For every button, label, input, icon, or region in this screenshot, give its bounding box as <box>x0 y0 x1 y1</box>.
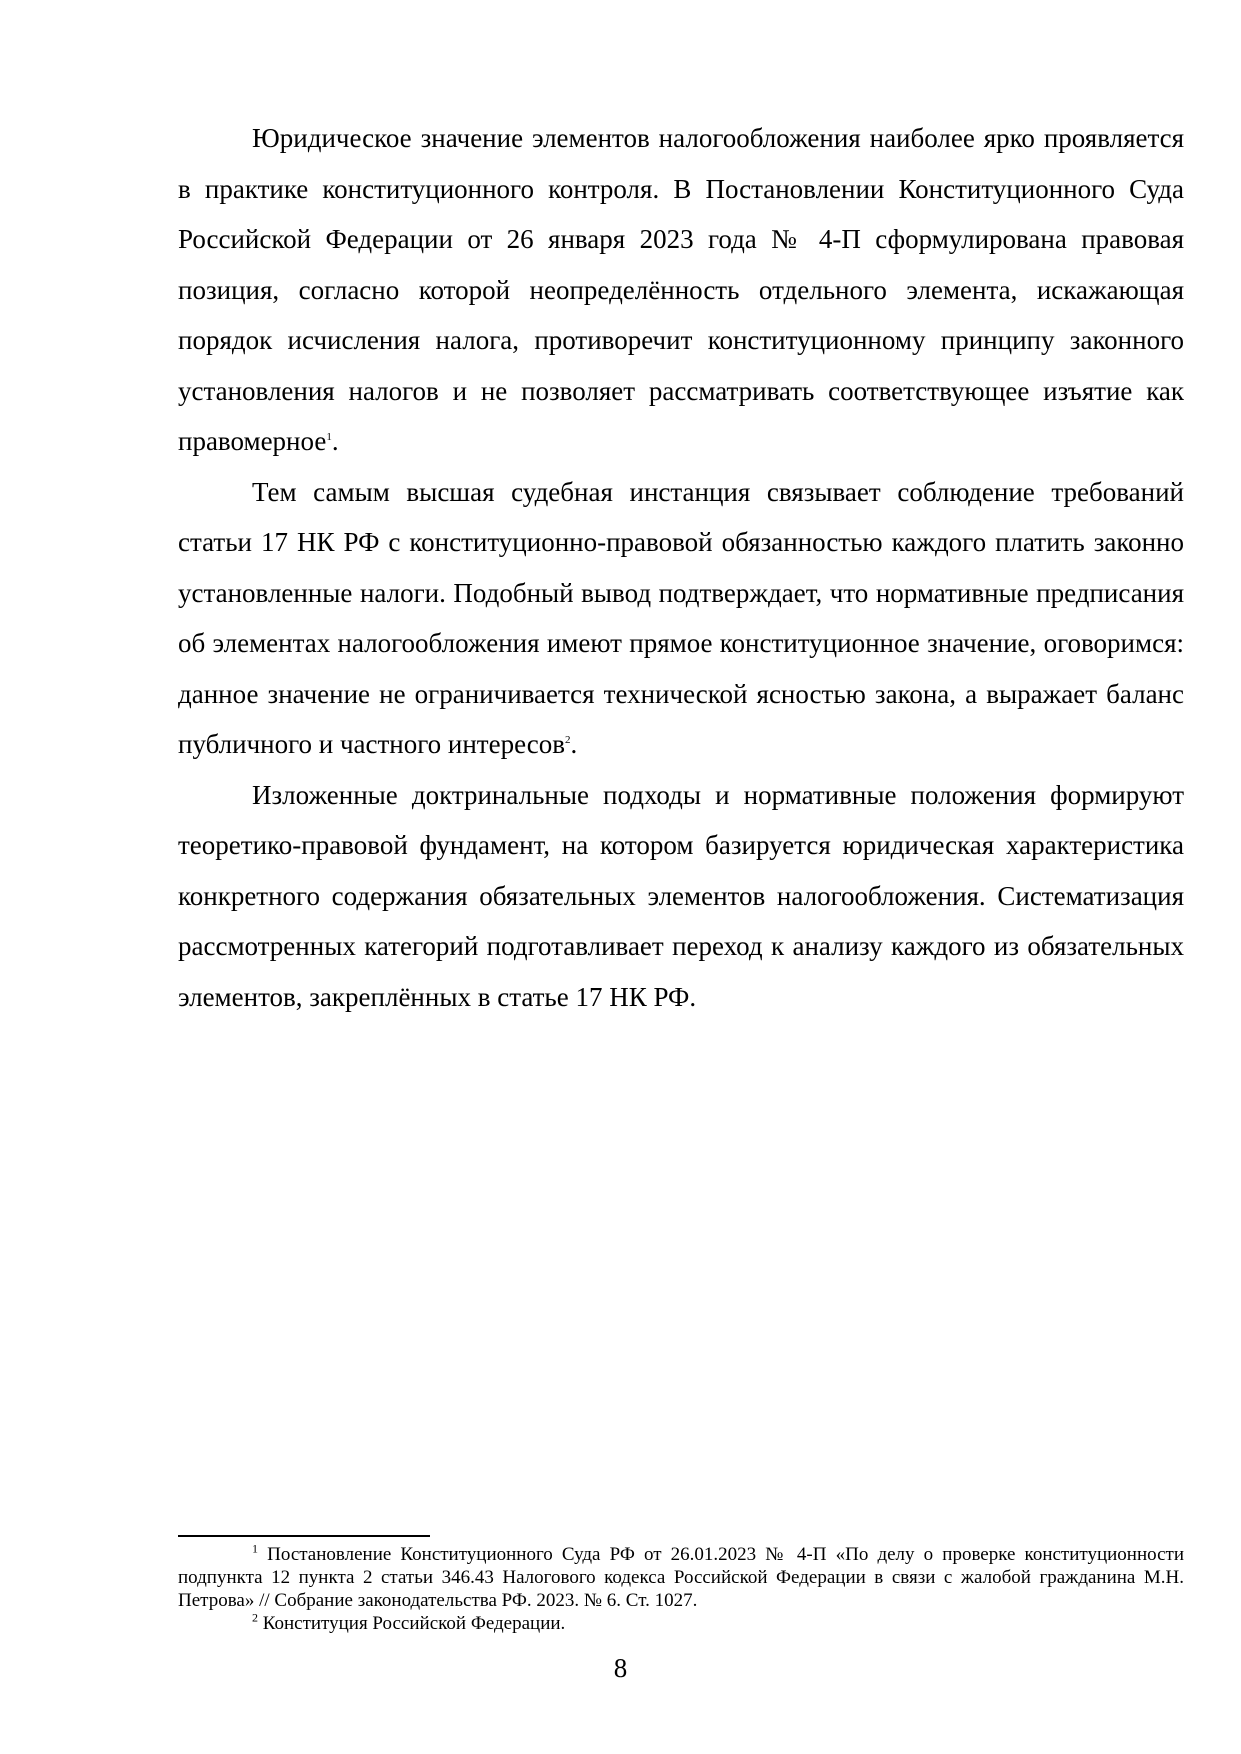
paragraph-1 <box>178 113 1184 467</box>
paragraph-1-end: . <box>331 426 339 456</box>
footnote-ref-1[interactable]: 1 <box>326 431 332 443</box>
footnotes <box>178 1543 1184 1635</box>
footnote-marker-1: 1 <box>252 1541 258 1556</box>
paragraph-3-text: Изложенные доктринальные подходы и нормативные положения формируют теоретико-правовой фундамент, на котором базируется юридическая характеристика конкретного содержания обязательных элементов налогообложения. Систематизация рассмотренных категорий подготавливает переход к анализу каждого из обязательных элементов, закреплённых в статье 17 НК РФ. <box>178 779 1184 1012</box>
footnote-2 <box>178 1612 1184 1635</box>
footnote-1 <box>178 1543 1184 1612</box>
paragraph-1-text: Юридическое значение элементов налогообложения наиболее ярко проявляется в практике конституционного контроля. В Постановлении Конституционного Суда Российской Федерации от 26 января 2023 года № 4-П сформулирована правовая позиция, согласно которой неопределённость отдельного элемента, искажающая порядок исчисления налога, противоречит конституционному принципу законного установления налогов и не позволяет рассматривать соответствующее изъятие как правомерное <box>178 123 1184 456</box>
footnote-2-text: Конституция Российской Федерации. <box>258 1613 566 1634</box>
footnote-ref-2[interactable]: 2 <box>564 734 571 746</box>
footnote-separator <box>178 1535 430 1537</box>
paragraph-3 <box>178 770 1184 1023</box>
paragraph-2-end: . <box>570 729 578 759</box>
paragraph-2 <box>178 467 1184 770</box>
footnote-marker-2: 2 <box>252 1610 258 1625</box>
page-number: 8 <box>613 1653 628 1683</box>
footnote-1-text: Постановление Конституционного Суда РФ от 26.01.2023 № 4-П «По делу о проверке конституционности подпункта 12 пункта 2 статьи 346.43 Налогового кодекса Российской Федерации в связи с жалобой гражданина М.Н. Петрова» // Собрание законодательства РФ. 2023. № 6. Ст. 1027. <box>178 1544 1184 1611</box>
body-text <box>178 113 1184 1022</box>
paragraph-2-text: Тем самым высшая судебная инстанция связывает соблюдение требований статьи 17 НК РФ с конституционно-правовой обязанностью каждого платить законно установленные налоги. Подобный вывод подтверждает, что нормативные предписания об элементах налогообложения имеют прямое конституционное значение, оговоримся: данное значение не ограничивается технической ясностью закона, а выражает баланс публичного и частного интересов <box>178 476 1184 759</box>
